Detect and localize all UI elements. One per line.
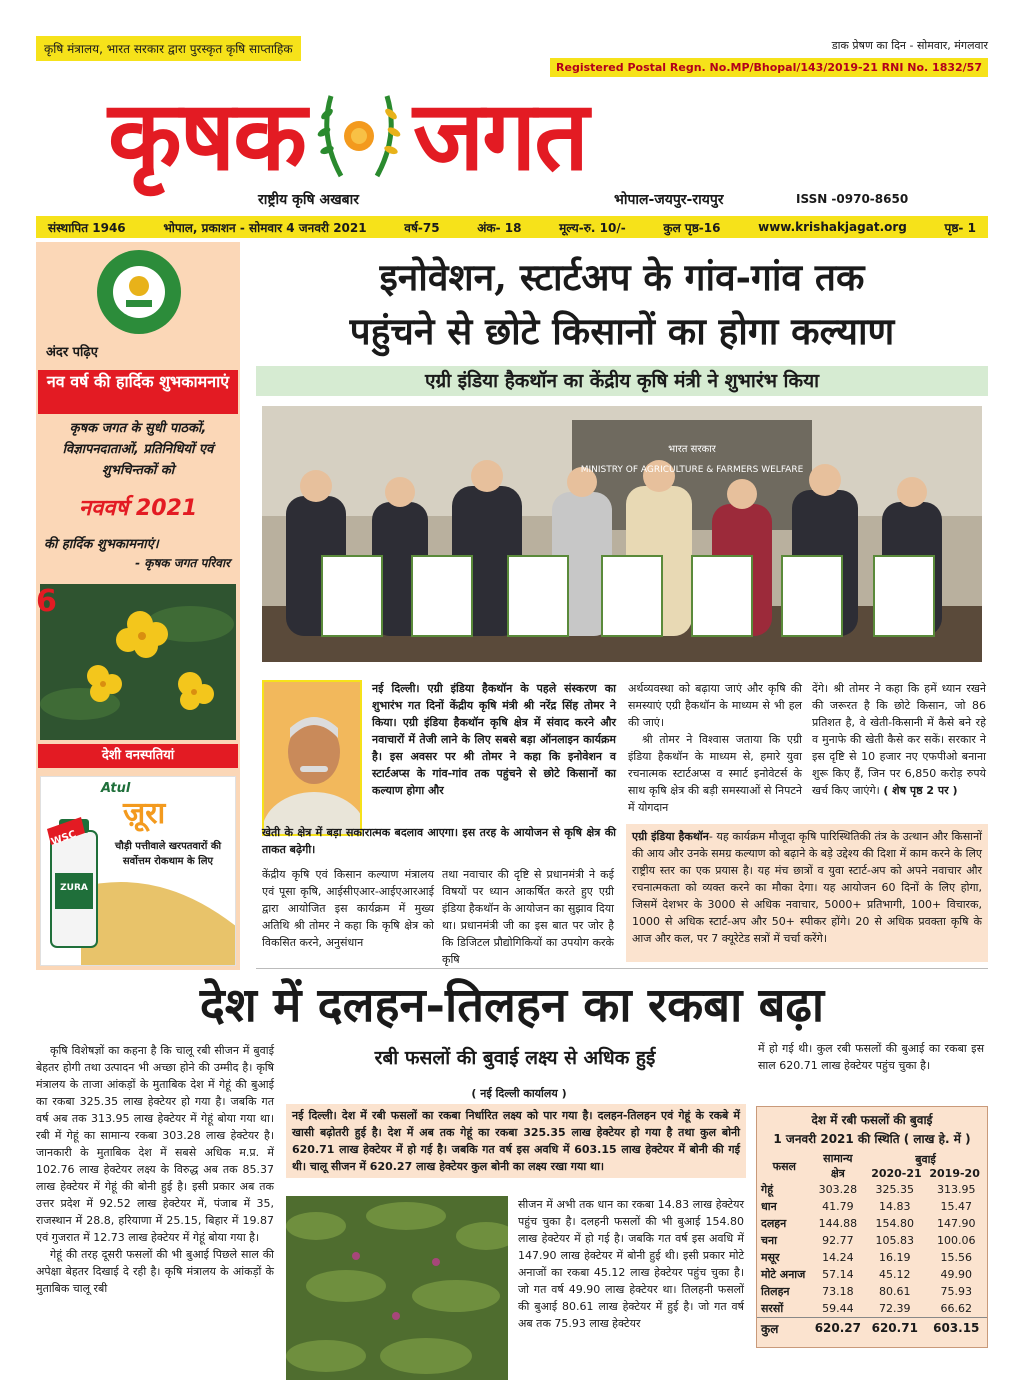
issue-number: अंक- 18 bbox=[477, 220, 522, 235]
continued-on-page-2[interactable]: ( शेष पृष्ठ 2 पर ) bbox=[883, 784, 958, 797]
story2-column-a bbox=[36, 1042, 274, 1297]
flora-caption: देशी वनस्पतियां bbox=[38, 744, 238, 768]
greeting-year: नववर्ष 2021 bbox=[78, 496, 198, 521]
issn-number: ISSN -0970-8650 bbox=[796, 192, 909, 206]
cell-normal: 92.77 bbox=[822, 1234, 854, 1247]
header-normal-1: सामान्य bbox=[823, 1152, 853, 1165]
cell-2020-21: 105.83 bbox=[875, 1234, 915, 1247]
story1-column-c bbox=[628, 680, 802, 816]
hackathon-launch-photo bbox=[262, 406, 982, 662]
publication-date: भोपाल, प्रकाशन - सोमवार 4 जनवरी 2021 bbox=[163, 220, 367, 235]
story2-column-c: सीजन में अभी तक धान का रकबा 14.83 लाख हेक्टेयर पहुंच चुका है। दलहनी फसलों की भी बुआई 154.80 लाख हेक्टेयर में हो गई है। जबकि गत वर्ष इस अवधि में 147.90 लाख हेक्टेयर में बोनी हुई थी। इसी प्रकार मोटे अनाजों का रकबा 45.12 लाख हेक्टेयर पहुंच चुका है। जो गत वर्ष 49.90 लाख हेक्टेयर था। तिलहनी फसलों की बुआई 80.61 लाख हेक्टेयर में हुई है। जो गत वर्ष अब तक 75.93 लाख हेक्टेयर bbox=[518, 1198, 744, 1330]
logo-word-right: जगत bbox=[412, 79, 587, 192]
dispatch-days: डाक प्रेषण का दिन - सोमवार, मंगलवार bbox=[831, 39, 988, 52]
cell-2019-20: 313.95 bbox=[937, 1183, 976, 1196]
tagline: राष्ट्रीय कृषि अखबार bbox=[258, 192, 359, 208]
cell-total-normal: 620.27 bbox=[812, 1317, 864, 1339]
cell-crop: धान bbox=[761, 1200, 777, 1213]
table-row bbox=[757, 1249, 987, 1266]
header-normal-2: क्षेत्र bbox=[830, 1167, 845, 1180]
story1-column-d-text: देंगे। श्री तोमर ने कहा कि हमें ध्यान रखने की जरूरत है कि छोटे किसान, जो 86 प्रतिशत है, वे खेती-किसानी में कैसे बने रहे व मुनाफे की खेती कैसे कर सकें। सरकार ने इस दृष्टि से 10 हजार नए एफपीओ बनाना शुरू किए हैं, जिन पर 6,850 करोड़ रुपये खर्च किए जाएंगे। bbox=[812, 682, 986, 797]
ad-tagline: चौड़ी पत्तीवाले खरपतवारों की सर्वोत्तम रोकथाम के लिए bbox=[114, 841, 222, 867]
page-number: पृष्ठ- 1 bbox=[944, 220, 976, 235]
table-header-row bbox=[757, 1151, 987, 1181]
cell-2019-20: 100.06 bbox=[937, 1234, 976, 1247]
photo-sign-text: MINISTRY OF AGRICULTURE & FARMERS WELFARE bbox=[580, 465, 804, 475]
cell-total-2019-20: 603.15 bbox=[926, 1317, 988, 1339]
story1-lead: नई दिल्ली। एग्री इंडिया हैकथॉन के पहले संस्करण का शुभारंभ गत दिनों केंद्रीय कृषि मंत्री श्री नरेंद्र सिंह तोमर ने किया। एग्री इंडिया हैकथॉन कृषि क्षेत्र में संवाद करने और नवाचारों में तेजी लाने के लिए सबसे बड़ा ऑनलाइन कार्यक्रम है। इस अवसर पर श्री तोमर ने कहा कि इनोवेशन व स्टार्टअप्स के गांव-गांव तक पहुंचने से छोटे किसानों का कल्याण होगा और bbox=[372, 682, 616, 797]
second-headline: देश में दलहन-तिलहन का रकबा बढ़ा bbox=[199, 978, 825, 1033]
cell-crop: दलहन bbox=[761, 1217, 787, 1230]
cell-2020-21: 45.12 bbox=[879, 1268, 911, 1281]
pulse-crop-field-photo bbox=[286, 1196, 508, 1380]
masthead bbox=[36, 30, 988, 212]
table-row bbox=[757, 1198, 987, 1215]
header-sown-label: बुवाई bbox=[915, 1153, 936, 1166]
cell-crop: तिलहन bbox=[761, 1285, 790, 1298]
logo-word-left: कृषक bbox=[108, 79, 305, 192]
story1-column-b: तथा नवाचार की दृष्टि से प्रधानमंत्री ने कई विषयों पर ध्यान आकर्षित करते हुए एग्री इंडिया हैकथॉन के आयोजन का सुझाव दिया था। प्रधानमंत्री जी का इस बात पर जोर है कि डिजिटल प्रौद्योगिकियों का उपयोग करके कृषि bbox=[442, 868, 614, 966]
story2-column-a-para1: कृषि विशेषज्ञों का कहना है कि चालू रबी सीजन में बुवाई बेहतर होगी तथा उत्पादन भी अच्छा होने की उम्मीद है। कृषि मंत्रालय के ताजा आंकड़ों के मुताबिक देश में गेहूं की बुआई का रकबा 325.35 लाख हेक्टेयर हो गया है। जबकि गत वर्ष अब तक 313.95 लाख हेक्टेयर में गेहूं बोया गया था। रबी में गेहूं का सामान्य रकबा 303.28 लाख हेक्टेयर है। जानकारी के मुताबिक देश में सबसे अधिक म.प्र. में 102.76 लाख हेक्टेयर लक्ष्य के विरुद्ध अब तक 85.37 लाख हेक्टेयर में गेहूं की बोनी हुई है। इसी प्रकार अब तक उत्तर प्रदेश में 92.52 लाख हेक्टेयर में, पंजाब में 35, राजस्थान में 28.8, हरियाणा में 25.15, बिहार में 19.87 एवं गुजरात में 12.73 लाख हेक्टेयर में गेहूं बोया गया है। bbox=[36, 1044, 274, 1244]
hackathon-box-label: एग्री इंडिया हैकथॉन bbox=[632, 830, 709, 843]
cell-2020-21: 14.83 bbox=[879, 1200, 911, 1213]
cell-2020-21: 16.19 bbox=[879, 1251, 911, 1264]
cell-normal: 41.79 bbox=[822, 1200, 854, 1213]
header-year-1: 2020-21 bbox=[871, 1167, 922, 1180]
photo-banner-text: भारत सरकार bbox=[668, 444, 716, 455]
hackathon-info-box bbox=[626, 824, 988, 962]
header-normal-area bbox=[812, 1151, 864, 1181]
second-subheadline: रबी फसलों की बुवाई लक्ष्य से अधिक हुई bbox=[374, 1047, 656, 1069]
ad-pack-label: ZURA bbox=[60, 883, 88, 893]
story1-lead-tail: खेती के क्षेत्र में बड़ा सकारात्मक बदलाव आएगा। इस तरह के आयोजन से कृषि क्षेत्र की ताकत बढ़ेगी। bbox=[262, 826, 616, 856]
total-pages: कुल पृष्ठ-16 bbox=[663, 220, 721, 235]
cell-normal: 303.28 bbox=[818, 1183, 858, 1196]
main-headline-line-2: पहुंचने से छोटे किसानों का होगा कल्याण bbox=[349, 309, 895, 353]
cell-total-2020-21: 620.71 bbox=[864, 1317, 925, 1339]
story1-column-c-para2: श्री तोमर ने विश्वास जताया कि एग्री इंडिया हैकथॉन के माध्यम से, हमारे युवा रचनात्मक स्टार्टअप्स व स्मार्ट इनोवेटर्स के साथ कृषि क्षेत्र की बड़ी समस्याओं से निपटने में योगदान bbox=[628, 733, 802, 814]
main-headline bbox=[258, 250, 986, 358]
greeting-body: कृषक जगत के सुधी पाठकों, विज्ञापनदाताओं, प्रतिनिधियों एवं शुभचिन्तकों को bbox=[62, 421, 214, 478]
established-year: संस्थापित 1946 bbox=[48, 220, 126, 235]
cell-2020-21: 154.80 bbox=[875, 1217, 915, 1230]
header-crop: फसल bbox=[772, 1159, 797, 1173]
bureau-credit: ( नई दिल्ली कार्यालय ) bbox=[471, 1087, 567, 1100]
icar-award-seal-icon bbox=[66, 248, 212, 336]
zura-herbicide-ad[interactable] bbox=[40, 776, 236, 966]
wheat-emblem-icon bbox=[311, 84, 407, 188]
greeting-wish: की हार्दिक शुभकामनाएं। bbox=[44, 537, 159, 552]
sowing-data-table bbox=[757, 1151, 987, 1339]
cell-2020-21: 325.35 bbox=[875, 1183, 915, 1196]
hackathon-box-text: - यह कार्यक्रम मौजूदा कृषि पारिस्थितिकी तंत्र के उत्थान और किसानों की आय और उनके समग्र कल्याण को बढ़ाने के बड़े उद्देश्य की दिशा में काम करने के लिए राष्ट्रीय स्तर का एक प्रयास है। यह मंच छात्रों व युवा स्टार्ट-अप को अपने नवाचार और रचनात्मकता को व्यक्त करने का मौका देगा। यह आयोजन 60 दिनों के लिए होगा, जिसमें देशभर के 3000 से अधिक नवाचार, 5000+ प्रतिभागी, 100+ विचारक, 1000 से अधिक स्टार्ट-अप और 50+ स्पीकर होंगे। 20 से अधिक प्रवक्ता कृषि के आज और कल, पर 7 क्यूरेटेड सत्रों में चर्चा करेंगे। bbox=[632, 830, 982, 945]
cell-normal: 59.44 bbox=[822, 1301, 854, 1315]
cell-crop: सरसों bbox=[761, 1301, 784, 1315]
cell-crop: मोटे अनाज bbox=[761, 1268, 806, 1281]
cell-2019-20: 15.47 bbox=[940, 1200, 972, 1213]
story1-column-c-para1: अर्थव्यवस्था को बढ़ाया जाएं और कृषि की समस्याएं एग्री हैकथॉन के माध्यम से भी हल की जाएं। bbox=[628, 682, 802, 729]
cell-2019-20: 49.90 bbox=[940, 1268, 972, 1281]
dateline-strip bbox=[36, 216, 988, 238]
cell-2019-20: 147.90 bbox=[937, 1217, 976, 1230]
left-sidebar bbox=[36, 242, 240, 970]
section-divider bbox=[256, 968, 988, 969]
header-sown bbox=[864, 1151, 987, 1181]
main-subheadline: एग्री इंडिया हैकथॉन का केंद्रीय कृषि मंत्री ने शुभारंभ किया bbox=[256, 366, 988, 396]
cell-crop: चना bbox=[761, 1234, 777, 1247]
story1-column-d bbox=[812, 680, 986, 799]
cell-crop: गेहूं bbox=[761, 1183, 774, 1196]
story2-lead: नई दिल्ली। देश में रबी फसलों का रकबा निर्धारित लक्ष्य को पार गया है। दलहन-तिलहन एवं गेहूं के रकबे में खासी बढ़ोतरी हुई है। देश में अब तक गेहूं का रकबा 325.35 लाख हेक्टेयर हो गया है तथा कुल बोनी 620.71 लाख हेक्टेयर में हो गई है। जबकि गत वर्ष इस अवधि में 603.15 लाख हेक्टेयर में बोनी की गई थी। चालू सीजन में 620.27 लाख हेक्टेयर कुल बोनी का लक्ष्य रखा गया था। bbox=[286, 1104, 746, 1178]
table-subtitle: 1 जनवरी 2021 की स्थिति ( लाख हे. में ) bbox=[773, 1132, 971, 1146]
story2-column-a-para2: गेहूं की तरह दूसरी फसलों की भी बुआई पिछले साल की अपेक्षा बेहतर दिखाई दे रही है। कृषि मंत्रालय के आंकड़ों के मुताबिक चालू रबी bbox=[36, 1248, 274, 1295]
cell-2019-20: 15.56 bbox=[940, 1251, 972, 1264]
cell-normal: 57.14 bbox=[822, 1268, 854, 1281]
cell-2019-20: 75.93 bbox=[940, 1285, 972, 1298]
ad-badge: WSC bbox=[49, 828, 78, 849]
table-row bbox=[757, 1232, 987, 1249]
cell-2020-21: 72.39 bbox=[879, 1301, 911, 1315]
new-year-greeting-title: नव वर्ष की हार्दिक शुभकामनाएं bbox=[38, 370, 238, 414]
cell-crop: मसूर bbox=[761, 1251, 780, 1264]
table-row bbox=[757, 1300, 987, 1317]
ad-brand: Atul bbox=[101, 781, 131, 796]
cell-normal: 14.24 bbox=[822, 1251, 854, 1264]
price: मूल्य-रु. 10/- bbox=[559, 220, 626, 235]
table-row bbox=[757, 1266, 987, 1283]
story2-column-d: में हो गई थी। कुल रबी फसलों की बुआई का रकबा इस साल 620.71 लाख हेक्टेयर पहुंच चुका है। bbox=[758, 1042, 984, 1072]
cell-2020-21: 80.61 bbox=[879, 1285, 911, 1298]
ad-product-name: ज़ूरा bbox=[123, 796, 166, 831]
minister-portrait-photo bbox=[262, 680, 362, 836]
cell-normal: 73.18 bbox=[822, 1285, 854, 1298]
table-title: देश में रबी फसलों की बुवाई bbox=[811, 1113, 933, 1127]
website-link[interactable]: www.krishakjagat.org bbox=[758, 220, 907, 234]
yellow-flower-photo bbox=[40, 584, 236, 740]
edition-cities: भोपाल-जयपुर-रायपुर bbox=[614, 192, 724, 208]
table-row bbox=[757, 1283, 987, 1300]
volume-year: वर्ष-75 bbox=[404, 220, 440, 235]
award-strip: कृषि मंत्रालय, भारत सरकार द्वारा पुरस्कृत कृषि साप्ताहिक bbox=[36, 36, 301, 61]
inside-read-label: अंदर पढ़िए bbox=[46, 345, 98, 360]
table-total-row bbox=[757, 1317, 987, 1339]
postal-registration: Registered Postal Regn. No.MP/Bhopal/143/2019-21 RNI No. 1832/57 bbox=[550, 58, 988, 77]
header-year-2: 2019-20 bbox=[929, 1167, 980, 1180]
cell-normal: 144.88 bbox=[818, 1217, 858, 1230]
greeting-signature: - कृषक जगत परिवार bbox=[135, 556, 230, 570]
cell-2019-20: 66.62 bbox=[940, 1301, 972, 1315]
table-row bbox=[757, 1215, 987, 1232]
cell-total-label: कुल bbox=[757, 1317, 812, 1339]
main-headline-line-1: इनोवेशन, स्टार्टअप के गांव-गांव तक bbox=[379, 255, 865, 299]
table-row bbox=[757, 1181, 987, 1198]
page-reference: 6 bbox=[36, 584, 57, 619]
newspaper-logo bbox=[108, 80, 587, 192]
story1-column-a: केंद्रीय कृषि एवं किसान कल्याण मंत्रालय एवं पूसा कृषि, आईसीएआर-आईएआरआई द्वारा आयोजित इस कार्यक्रम में मुख्य अतिथि श्री तोमर ने कहा कि कृषि क्षेत्र को विकसित करने, अनुसंधान bbox=[262, 868, 434, 949]
rabi-sowing-table bbox=[756, 1106, 988, 1348]
